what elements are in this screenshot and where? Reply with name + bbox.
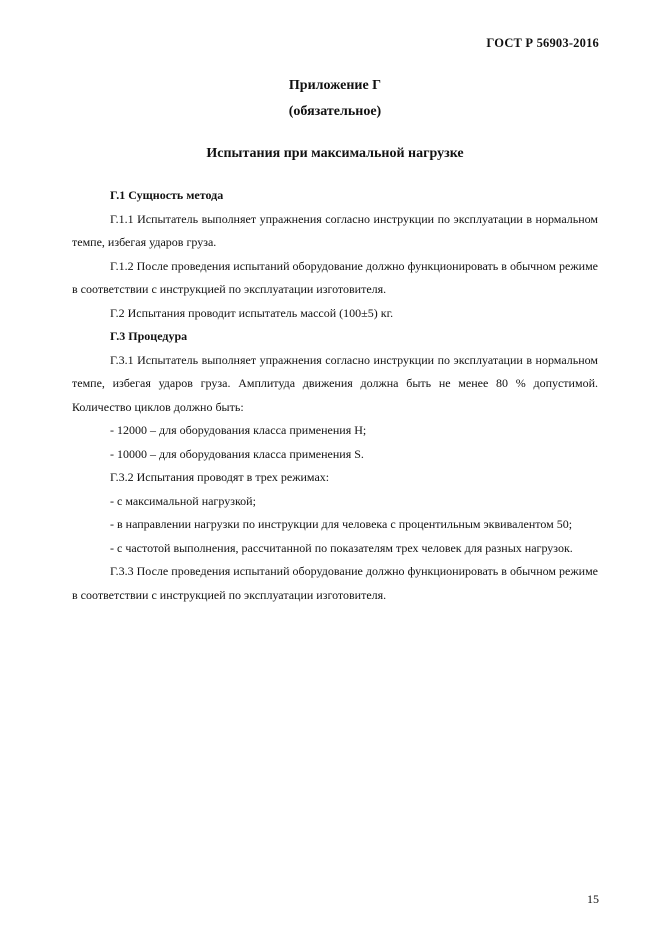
- document-body: [72, 184, 598, 607]
- paragraph-g3-1: Г.3.1 Испытатель выполняет упражнения согласно инструкции по эксплуатации в нормальном темпе, избегая ударов груза. Амплитуда движения должна быть не менее 80 % допустимой. Количество циклов должно быть:: [72, 352, 598, 414]
- standard-designation: ГОСТ Р 56903-2016: [486, 36, 599, 50]
- section-heading-g3: Г.3 Процедура: [110, 329, 188, 343]
- paragraph-g3-3: Г.3.3 После проведения испытаний оборудование должно функционировать в обычном режиме в соответствии с инструкцией по эксплуатации изготовителя.: [72, 564, 598, 602]
- section-heading-g1: Г.1 Сущность метода: [110, 188, 224, 202]
- paragraph-g2: Г.2 Испытания проводит испытатель массой (100±5) кг.: [110, 305, 394, 320]
- paragraph-g3-2: Г.3.2 Испытания проводят в трех режимах:: [110, 470, 330, 484]
- appendix-title: Испытания при максимальной нагрузке: [206, 146, 464, 161]
- list-item-mode-2: - в направлении нагрузки по инструкции для человека с процентильным эквивалентом 50;: [110, 517, 573, 531]
- page-number: 15: [587, 892, 599, 906]
- list-item-mode-1: - с максимальной нагрузкой;: [110, 493, 256, 508]
- paragraph-g1-1: Г.1.1 Испытатель выполняет упражнения согласно инструкции по эксплуатации в нормальном темпе, избегая ударов груза.: [72, 211, 598, 249]
- list-item-mode-3: - с частотой выполнения, рассчитанной по показателям трех человек для разных нагрузок.: [110, 540, 573, 555]
- paragraph-g1-2: Г.1.2 После проведения испытаний оборудование должно функционировать в обычном режиме в соответствии с инструкцией по эксплуатации изготовителя.: [72, 258, 598, 296]
- list-item-cycles-s: - 10000 – для оборудования класса применения S.: [110, 446, 364, 461]
- list-item-cycles-h: - 12000 – для оборудования класса применения H;: [110, 423, 367, 437]
- appendix-status: (обязательное): [288, 104, 382, 119]
- appendix-label: Приложение Г: [288, 78, 382, 93]
